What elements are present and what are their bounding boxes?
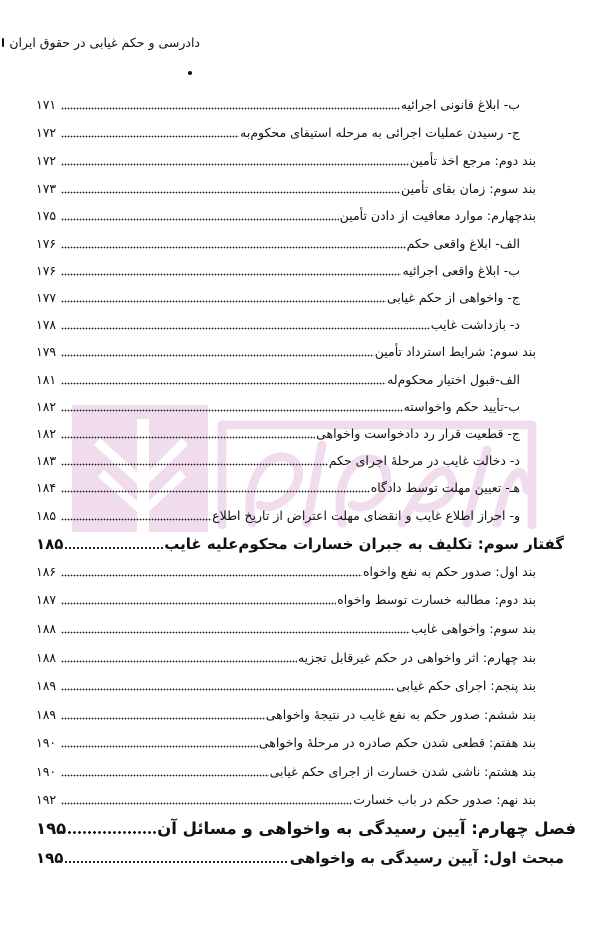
leader-dots (61, 130, 239, 138)
toc-entry[interactable] (36, 368, 520, 390)
toc-entry-page: ۱۷۷ (36, 290, 57, 305)
leader-dots (64, 542, 163, 550)
leader-dots (61, 431, 315, 439)
toc-entry-label: د- بازداشت غایب (430, 317, 520, 332)
toc-entry-page: ۱۸۷ (36, 592, 57, 607)
toc-entry[interactable] (36, 760, 536, 782)
toc-entry-label: بند هشتم: ناشی شدن خسارت از اجرای حکم غیابی (269, 764, 536, 779)
toc-entry[interactable] (36, 286, 520, 308)
leader-dots (61, 377, 386, 385)
toc-entry-label: بندچهارم: موارد معافیت از دادن تأمین (339, 208, 536, 223)
toc-entry[interactable] (36, 177, 536, 199)
book-title: دادرسی و حکم غیابی در حقوق ایران (9, 34, 200, 50)
toc-entry-label: بند پنجم: اجرای حکم غیابی (396, 678, 536, 693)
toc-entry-label: ب- ابلاغ واقعی اجرائیه (402, 263, 520, 278)
toc-entry-label: بند سوم: شرایط استرداد تأمین (374, 344, 536, 359)
toc-entry[interactable] (36, 504, 520, 526)
toc-entry-label: فصل چهارم: آیین رسیدگی به واخواهی و مسائل آن (157, 819, 576, 838)
toc-entry[interactable] (36, 204, 536, 226)
toc-entry-page: ۱۷۵ (36, 208, 57, 223)
toc-entry-page: ۱۸۸ (36, 650, 57, 665)
toc-entry[interactable] (36, 674, 536, 696)
toc-entry-page: ۱۹۲ (36, 792, 57, 807)
leader-dots (61, 268, 401, 276)
leader-dots (61, 569, 362, 577)
toc-entry[interactable] (36, 560, 536, 582)
toc-entry-page: ۱۷۲ (36, 125, 57, 140)
toc-entry-page: ۱۸۸ (36, 621, 57, 636)
toc-entry-page: ۱۸۹ (36, 707, 57, 722)
toc-entry-page: ۱۷۶ (36, 236, 57, 251)
toc-section-heading[interactable] (36, 844, 564, 870)
toc-entry-label: بند چهارم: اثر واخواهی در حکم غیرقابل تجزیه (297, 650, 536, 665)
toc-entry-page: ۱۸۵ (36, 508, 57, 523)
toc-entry[interactable] (36, 93, 520, 115)
toc-entry-page: ۱۷۳ (36, 181, 57, 196)
toc-entry[interactable] (36, 588, 536, 610)
toc-section-heading[interactable] (36, 530, 564, 556)
leader-dots (61, 485, 370, 493)
toc-entry-page: ۱۷۶ (36, 263, 57, 278)
toc-entry[interactable] (36, 788, 536, 810)
leader-dots (61, 295, 386, 303)
toc-entry-label: گفتار سوم: تکلیف به جبران خسارات محکوم‌علیه غایب (164, 535, 564, 553)
leader-dots (61, 102, 400, 110)
toc-entry-label: ب-تأیید حکم واخواسته (403, 399, 520, 414)
toc-entry-page: ۱۹۰ (36, 764, 57, 779)
toc-entry-page: ۱۷۹ (36, 344, 57, 359)
toc-entry-label: بند اول: صدور حکم به نفع واخواه (362, 564, 536, 579)
toc-entry-label: بند نهم: صدور حکم در باب خسارت (353, 792, 536, 807)
leader-dots (61, 769, 269, 777)
leader-dots (61, 740, 258, 748)
toc-entry[interactable] (36, 731, 536, 753)
running-header (9, 32, 200, 52)
leader-dots (61, 797, 352, 805)
toc-entry-label: بند سوم: واخواهی غایب (411, 621, 536, 636)
toc-entry-label: ب- ابلاغ قانونی اجرائیه (400, 97, 520, 112)
toc-entry-label: و- احراز اطلاع غایب و انقضای مهلت اعتراض از تاریخ اطلاع (212, 508, 520, 523)
toc-entry-label: بند ششم: صدور حکم به نفع غایب در نتیجهٔ واخواهی (265, 707, 536, 722)
toc-entry[interactable] (36, 703, 536, 725)
toc-entry-label: بند دوم: مرجع اخذ تأمین (409, 153, 536, 168)
toc-entry-page: ۱۸۲ (36, 399, 57, 414)
leader-dots (61, 458, 328, 466)
toc-entry[interactable] (36, 476, 520, 498)
leader-dots (61, 213, 339, 221)
toc-entry-label: هـ- تعیین مهلت توسط دادگاه (370, 480, 520, 495)
toc-entry-label: ج- قطعیت قرار رد دادخواست واخواهی (316, 426, 520, 441)
leader-dots (61, 322, 430, 330)
leader-dots (61, 513, 211, 521)
leader-dots (61, 626, 410, 634)
toc-entry-page: ۱۷۱ (36, 97, 57, 112)
toc-chapter-heading[interactable] (36, 814, 576, 842)
toc-entry-label: الف-قبول اختیار محکوم‌له (387, 372, 520, 387)
leader-dots (67, 827, 156, 835)
toc-entry-label: بند هفتم: قطعی شدن حکم صادره در مرحلهٔ واخواهی (258, 735, 536, 750)
hollow-square-icon (2, 38, 4, 47)
toc-entry-label: بند سوم: زمان بقای تأمین (401, 181, 536, 196)
toc-entry[interactable] (36, 340, 536, 362)
toc-entry[interactable] (36, 149, 536, 171)
leader-dots (61, 597, 336, 605)
toc-entry-page: ۱۸۹ (36, 678, 57, 693)
toc-entry-page: ۱۸۳ (36, 453, 57, 468)
toc-entry-page: ۱۷۸ (36, 317, 57, 332)
toc-entry[interactable] (36, 449, 520, 471)
toc-entry-label: د- دخالت غایب در مرحلهٔ اجرای حکم (328, 453, 520, 468)
toc-entry[interactable] (36, 617, 536, 639)
toc-entry-page: ۱۸۵ (36, 535, 64, 553)
toc-entry[interactable] (36, 646, 536, 668)
toc-entry-page: ۱۹۵ (36, 849, 64, 867)
toc-entry-label: مبحث اول: آیین رسیدگی به واخواهی (289, 849, 564, 867)
leader-dots (61, 655, 297, 663)
toc-entry[interactable] (36, 259, 520, 281)
leader-dots (61, 349, 374, 357)
leader-dots (61, 404, 403, 412)
toc-entry-page: ۱۹۰ (36, 735, 57, 750)
leader-dots (61, 712, 265, 720)
toc-entry[interactable] (36, 422, 520, 444)
leader-dots (61, 186, 400, 194)
toc-entry-page: ۱۸۴ (36, 480, 57, 495)
toc-entry-page: ۱۹۵ (36, 819, 67, 838)
leader-dots (61, 241, 406, 249)
toc-entry-page: ۱۸۲ (36, 426, 57, 441)
toc-entry-label: ج- واخواهی از حکم غیابی (386, 290, 520, 305)
toc-entry-page: ۱۷۲ (36, 153, 57, 168)
toc-entry-page: ۱۸۶ (36, 564, 57, 579)
toc-entry-label: بند دوم: مطالبه خسارت توسط واخواه (337, 592, 536, 607)
toc-entry[interactable] (36, 313, 520, 335)
toc-entry-label: الف- ابلاغ واقعی حکم (406, 236, 520, 251)
leader-dots (61, 683, 395, 691)
bullet-dot (188, 71, 192, 75)
leader-dots (61, 158, 409, 166)
toc-entry[interactable] (36, 121, 520, 143)
toc-entry-page: ۱۸۱ (36, 372, 57, 387)
leader-dots (64, 856, 288, 864)
toc-entry[interactable] (36, 395, 520, 417)
toc-entry[interactable] (36, 232, 520, 254)
toc-entry-label: ج- رسیدن عملیات اجرائی به مرحله استیفای محکوم‌به (240, 125, 520, 140)
